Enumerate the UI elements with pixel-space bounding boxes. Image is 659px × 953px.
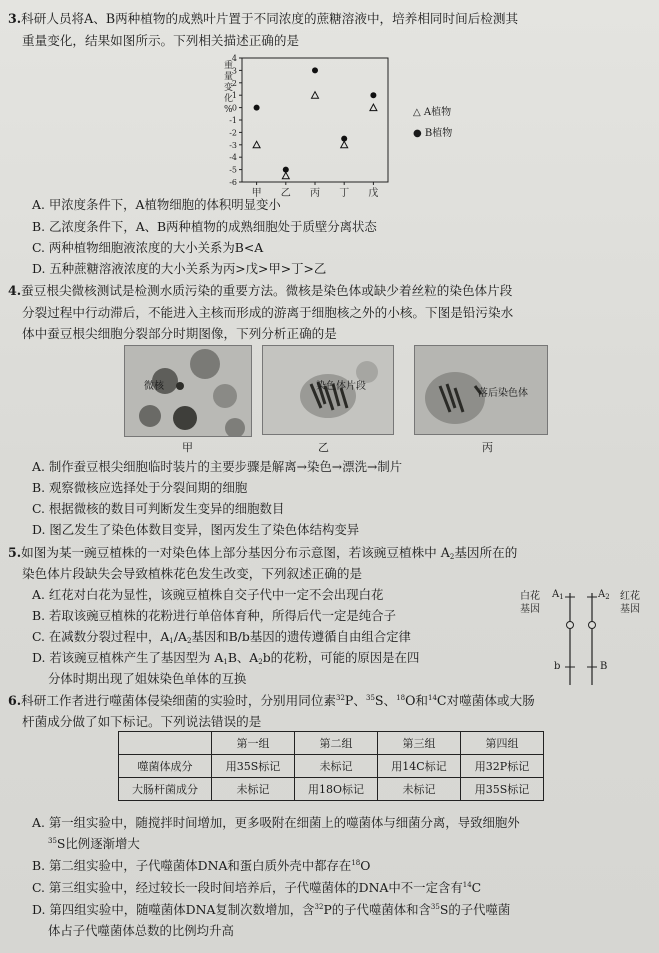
b-plant-point <box>312 67 318 73</box>
gene-a2: $A_2$ <box>598 589 610 601</box>
y-tick-label: 0 <box>231 103 237 113</box>
annotation-chromosome-fragment: 染色体片段 <box>316 381 366 392</box>
a-plant-point <box>253 141 260 148</box>
legend-a-plant: △ A植物 <box>413 107 452 118</box>
q6-option-d-continued: 体占子代噬菌体总数的比例均升高 <box>48 923 234 938</box>
y-tick-label: 3 <box>231 66 237 76</box>
y-tick-label: -4 <box>229 153 237 163</box>
label-red-flower: 红花 <box>620 591 640 602</box>
photo-label-bing: 丙 <box>482 441 493 454</box>
q6-stem-line-1: 6.科研工作者进行噬菌体侵染细菌的实验时，分别用同位素$^{32}$P、$^{35}$S、$^{18}$O和$^{14}$C对噬菌体或大肠 <box>8 693 535 708</box>
q5-stem-line-2: 染色体片段缺失会导致植株花色发生改变，下列叙述正确的是 <box>22 566 363 581</box>
q5-option-a: A. 红花对白花为显性，该豌豆植株自交子代中一定不会出现白花 <box>32 587 384 602</box>
plot-frame <box>242 58 388 182</box>
annotation-lagging-chromosome: 落后染色体 <box>478 388 528 399</box>
y-tick-label: 1 <box>231 91 237 101</box>
a-plant-point <box>312 92 319 99</box>
q3-stem-line-1: 3.科研人员将A、B两种植物的成熟叶片置于不同浓度的蔗糖溶液中，培养相同时间后检测其 <box>8 11 519 26</box>
b-plant-point <box>283 167 289 173</box>
q4-option-b: B. 观察微核应选择处于分裂间期的细胞 <box>32 480 248 495</box>
q6-option-a: A. 第一组实验中，随搅拌时间增加，更多吸附在细菌上的噬菌体与细菌分离，导致细胞外 <box>32 815 520 830</box>
q4-stem-line-1: 4.蚕豆根尖微核测试是检测水质污染的重要方法。微核是染色体或缺少着丝粒的染色体片段 <box>8 283 513 298</box>
q4-option-a: A. 制作蚕豆根尖细胞临时装片的主要步骤是解离→染色→漂洗→制片 <box>32 459 403 474</box>
y-tick-label: -2 <box>229 128 237 138</box>
y-tick-label: -6 <box>229 178 237 187</box>
y-axis-label: 变 <box>224 83 234 93</box>
q5-stem-line-1: 5.如图为某一豌豆植株的一对染色体上部分基因分布示意图，若该豌豆植株中 $A_2$基因所在的 <box>8 545 518 561</box>
q6-number: 6. <box>8 693 22 708</box>
y-tick-label: -5 <box>229 165 237 175</box>
q5-option-d: D. 若该豌豆植株产生了基因型为 $A_1B$、$A_2b$的花粉，可能的原因是在四 <box>32 650 420 666</box>
b-plant-point <box>341 136 347 142</box>
gene-b-upper: B <box>600 661 608 672</box>
q6-option-b: B. 第二组实验中，子代噬菌体DNA和蛋白质外壳中都存在$^{18}$O <box>32 858 371 873</box>
table-row: 噬菌体成分 用35S标记 未标记 用14C标记 用32P标记 <box>119 755 544 778</box>
b-plant-point <box>254 105 260 111</box>
label-white-gene: 基因 <box>520 604 540 615</box>
q4-number: 4. <box>8 283 22 298</box>
chromosome-lines <box>520 585 650 690</box>
x-tick-label: 甲 <box>251 188 262 199</box>
annotation-micronucleus: 微核 <box>144 381 164 392</box>
chromosome-gene-diagram <box>520 585 650 690</box>
q3-option-a: A. 甲浓度条件下，A植物细胞的体积明显变小 <box>32 197 281 212</box>
photo-label-jia: 甲 <box>182 441 193 454</box>
q3-option-c: C. 两种植物细胞液浓度的大小关系为B<A <box>32 240 264 255</box>
gene-a1: $A_1$ <box>552 589 564 601</box>
y-tick-label: -1 <box>229 116 237 125</box>
x-tick-label: 乙 <box>280 188 291 199</box>
q3-number: 3. <box>8 11 22 26</box>
table-header-row: 第一组 第二组 第三组 第四组 <box>119 732 544 755</box>
labeling-table <box>118 731 544 801</box>
y-tick-label: 4 <box>231 54 237 63</box>
q3-stem-line-2: 重量变化，结果如图所示。下列相关描述正确的是 <box>22 33 300 48</box>
y-axis-label: 化 <box>224 94 234 104</box>
q6-stem-line-2: 杆菌成分做了如下标记。下列说法错误的是 <box>22 714 262 729</box>
b-plant-point <box>370 92 376 98</box>
legend-b-plant: ● B植物 <box>413 128 453 139</box>
q3-option-b: B. 乙浓度条件下，A、B两种植物的成熟细胞处于质壁分离状态 <box>32 219 377 234</box>
photo-label-yi: 乙 <box>318 441 329 454</box>
x-tick-label: 戊 <box>368 188 379 199</box>
x-tick-label: 丁 <box>339 188 350 199</box>
x-tick-label: 丙 <box>310 188 320 199</box>
y-axis-label: 重 <box>224 61 234 71</box>
a-plant-point <box>282 172 289 179</box>
q6-option-d: D. 第四组实验中，随噬菌体DNA复制次数增加，含$^{32}$P的子代噬菌体和含$^{35}$S的子代噬菌 <box>32 902 511 917</box>
q5-option-c: C. 在减数分裂过程中，$A_1/A_2$基因和B/b基因的遗传遵循自由组合定律 <box>32 629 411 645</box>
q4-stem-line-2: 分裂过程中行动滞后，不能进入主核而形成的游离于细胞核之外的小核。下图是铅污染水 <box>22 305 514 320</box>
y-axis-label: 量 <box>224 72 234 82</box>
gene-b-lower: b <box>554 661 561 672</box>
q4-option-d: D. 图乙发生了染色体数目变异，图丙发生了染色体结构变异 <box>32 522 360 537</box>
q5-option-d-continued: 分体时期出现了姐妹染色单体的互换 <box>48 671 247 686</box>
y-tick-label: 2 <box>231 78 237 88</box>
y-axis-label: % <box>224 105 233 115</box>
q6-option-a-continued: $^{35}$S比例逐渐增大 <box>48 836 140 851</box>
q6-option-c: C. 第三组实验中，经过较长一段时间培养后，子代噬菌体的DNA中不一定含有$^{14}$C <box>32 880 482 895</box>
q4-stem-line-3: 体中蚕豆根尖细胞分裂部分时期图像，下列分析正确的是 <box>22 326 337 341</box>
a-plant-point <box>341 141 348 148</box>
a-plant-point <box>370 104 377 111</box>
q5-number: 5. <box>8 545 22 560</box>
label-red-gene: 基因 <box>620 604 640 615</box>
q3-option-d: D. 五种蔗糖溶液浓度的大小关系为丙>戊>甲>丁>乙 <box>32 261 327 276</box>
q5-option-b: B. 若取该豌豆植株的花粉进行单倍体育种，所得后代一定是纯合子 <box>32 608 396 623</box>
q4-option-c: C. 根据微核的数目可判断发生变异的细胞数目 <box>32 501 285 516</box>
label-white-flower: 白花 <box>520 591 540 602</box>
y-tick-label: -3 <box>229 140 237 150</box>
table-row: 大肠杆菌成分 未标记 用18O标记 未标记 用35S标记 <box>119 778 544 801</box>
